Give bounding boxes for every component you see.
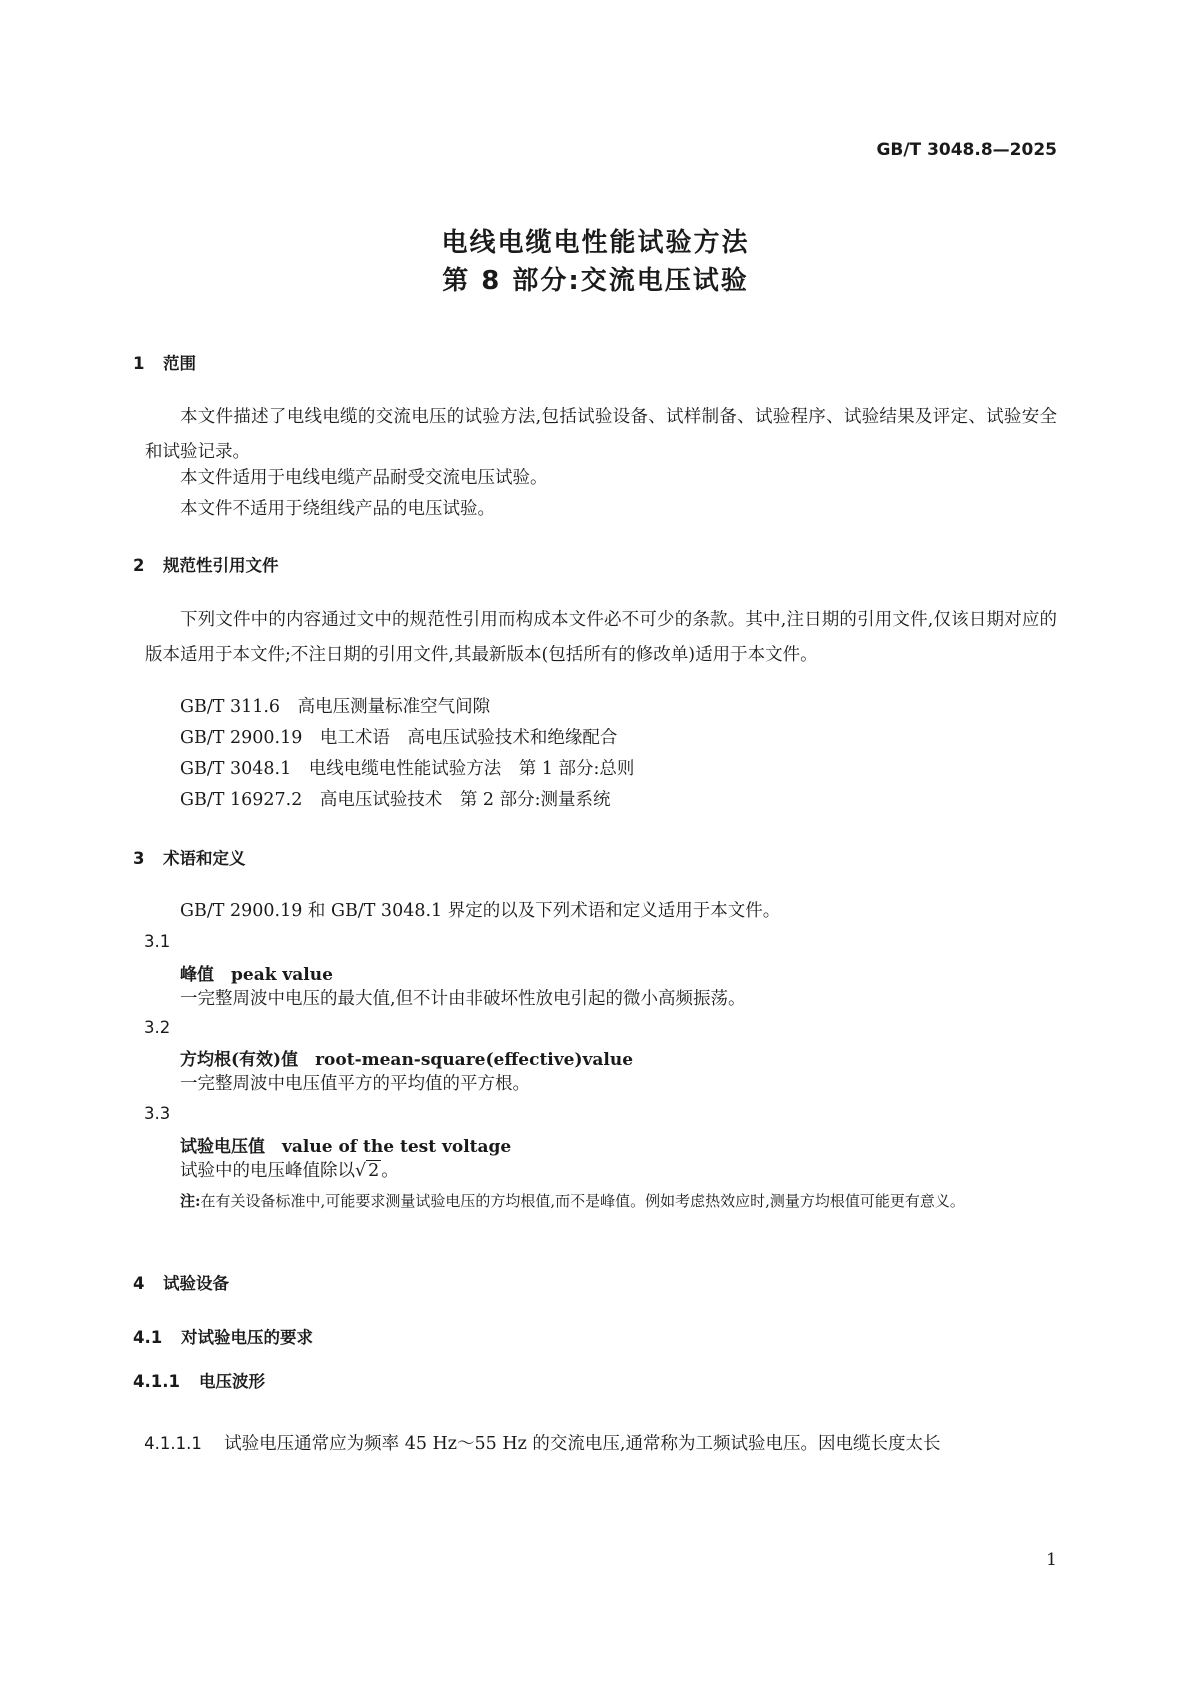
term-name: 峰值 peak value [180,965,333,985]
reference-item: GB/T 3048.1 电线电缆电性能试验方法 第 1 部分:总则 [180,759,635,779]
section-title: 试验设备 [163,1274,229,1293]
subsection-4-1-1-heading [133,1368,265,1392]
subsection-title: 电压波形 [199,1372,265,1391]
subsection-4-1-heading [133,1324,313,1348]
definition-suffix: 。 [381,1161,399,1181]
section-title: 范围 [163,354,196,373]
note-label: 注: [180,1192,201,1210]
document-title-line1: 电线电缆电性能试验方法 [441,228,750,258]
clause-text: 试验电压通常应为频率 45 Hz～55 Hz 的交流电压,通常称为工频试验电压。因电缆长度太长 [224,1434,941,1454]
section-3-heading [133,845,246,869]
term-definition: 一完整周波中电压的最大值,但不计由非破坏性放电引起的微小高频振荡。 [180,989,746,1009]
scope-paragraph-2: 本文件适用于电线电缆产品耐受交流电压试验。 [180,468,548,488]
subsection-number: 4.1 [133,1328,163,1347]
section-number: 2 [133,556,145,575]
note-text: 在有关设备标准中,可能要求测量试验电压的方均根值,而不是峰值。例如考虑热效应时,测量方均根值可能更有意义。 [200,1192,965,1210]
terms-intro: GB/T 2900.19 和 GB/T 3048.1 界定的以及下列术语和定义适用于本文件。 [180,901,781,921]
reference-item: GB/T 16927.2 高电压试验技术 第 2 部分:测量系统 [180,790,611,810]
section-number: 3 [133,849,145,868]
reference-item: GB/T 2900.19 电工术语 高电压试验技术和绝缘配合 [180,728,618,748]
clause-number: 4.1.1.1 [144,1434,202,1453]
note [180,1187,1057,1215]
section-number: 1 [133,354,145,373]
normative-references-intro: 下列文件中的内容通过文中的规范性引用而构成本文件必不可少的条款。其中,注日期的引用文件,仅该日期对应的版本适用于本文件;不注日期的引用文件,其最新版本(包括所有的修改单)适用于本文件。 [145,610,1057,665]
scope-paragraph-1: 本文件描述了电线电缆的交流电压的试验方法,包括试验设备、试样制备、试验程序、试验结果及评定、试验安全和试验记录。 [145,407,1057,462]
standard-number: GB/T 3048.8—2025 [876,140,1057,160]
term-number: 3.3 [144,1104,171,1123]
radicand: 2 [368,1161,380,1181]
term-number: 3.1 [144,932,171,951]
term-name: 试验电压值 value of the test voltage [180,1137,512,1157]
definition-prefix: 试验中的电压峰值除以 [180,1161,355,1181]
term-definition: 一完整周波中电压值平方的平均值的平方根。 [180,1074,530,1094]
term-definition [180,1155,399,1188]
section-1-heading [133,350,196,374]
page-number: 1 [1046,1550,1057,1570]
term-number: 3.2 [144,1018,171,1037]
term-name: 方均根(有效)值 root-mean-square(effective)value [180,1050,634,1070]
subsection-title: 对试验电压的要求 [181,1328,313,1347]
clause-4-1-1-1 [133,1410,940,1455]
section-title: 规范性引用文件 [163,556,279,575]
section-2-heading [133,552,279,576]
subsection-number: 4.1.1 [133,1372,180,1391]
square-root-symbol: √ [355,1161,367,1181]
scope-paragraph-3: 本文件不适用于绕组线产品的电压试验。 [180,499,495,519]
reference-item: GB/T 311.6 高电压测量标准空气间隙 [180,697,491,717]
section-title: 术语和定义 [163,849,246,868]
document-title-line2: 第 8 部分:交流电压试验 [442,266,749,296]
section-4-heading [133,1270,229,1294]
section-number: 4 [133,1274,145,1293]
